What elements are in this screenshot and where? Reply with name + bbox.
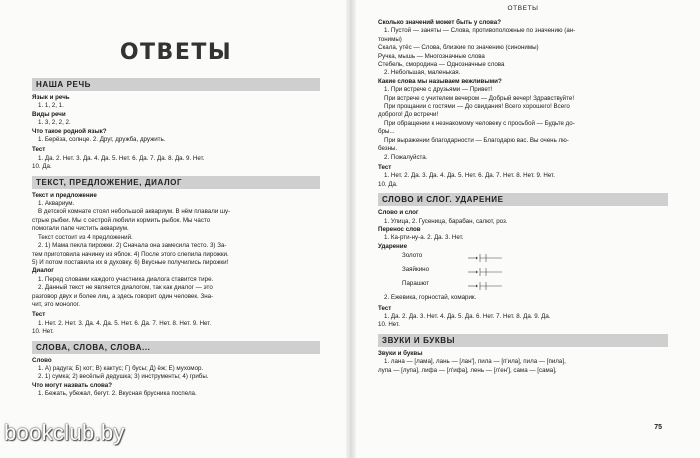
- answer-line: 2. Ежевика, горностай, комарик.: [384, 294, 477, 302]
- left-sections: [32, 78, 320, 399]
- right-top-block: [378, 19, 668, 189]
- answer-line: В детской комнате стоял небольшой аквариум. В нём плавали шу-: [38, 208, 231, 216]
- answer-line: чит, это монолог.: [32, 300, 80, 308]
- answer-line: 1. Да. 2. Нет. 3. Да. 4. Да. 5. Нет. 6. Да. 7. Да. 8. Да. 9. Нет.: [38, 154, 205, 162]
- answer-line: 2. 1) сумка; 2) весёлый дедушка; 3) инструменты; 4) грибы.: [38, 373, 209, 381]
- answer-line: 1. Да. 2. Да. 3. Нет. 4. Да. 5. Да. 6. Нет. 7. Нет. 8. Да. 9. Да.: [384, 312, 551, 320]
- subheading: Сколько значений может быть у слова?: [378, 19, 501, 26]
- answer-line: 1. 3, 2, 2, 2.: [38, 119, 71, 127]
- subheading: Тест: [32, 311, 46, 319]
- answer-line: 1. Ка-рти-ну-а. 2. Да. 3. Нет.: [384, 234, 464, 242]
- answer-line: 2. Данный текст не является диалогом, так как диалог — это: [38, 284, 213, 292]
- section-body: [32, 192, 320, 337]
- right-page: [378, 0, 668, 458]
- answer-line: 1. Аквариум.: [38, 200, 75, 208]
- answer-line: бры...: [378, 128, 395, 136]
- section-body: [32, 357, 320, 399]
- book-gutter: [346, 0, 356, 458]
- answer-line: 2. 1) Мама пекла пирожки. 2) Сначала она замесила тесто. 3) За-: [38, 242, 227, 250]
- answer-line: 1. При встрече с друзьями — Привет!: [384, 86, 493, 94]
- answer-line: 1. Берёза, солнце. 2. Друг, дружба, дружить.: [38, 136, 166, 144]
- answer-line: тонимы): [378, 35, 402, 43]
- answer-line: 2. Пожалуйста.: [384, 153, 428, 161]
- subheading: Ударение: [378, 242, 408, 250]
- subheading: Перенос слов: [378, 225, 421, 233]
- section-heading: ТЕКСТ, ПРЕДЛОЖЕНИЕ, ДИАЛОГ: [32, 176, 320, 189]
- subheading: Какие слова мы называем вежливыми?: [378, 77, 502, 85]
- section-heading: ЗВУКИ И БУКВЫ: [378, 334, 668, 347]
- answer-line: При встрече с учителем вечером — Добрый вечер! Здравствуйте!: [384, 94, 575, 102]
- answer-line: 1. Нет. 2. Да. 3. Да. 4. Да. 5. Нет. 6. Да. 7. Нет. 8. Нет. 9. Нет.: [384, 172, 555, 180]
- answer-line: 1. Пустой — заняты — Слова, противоположные по значению (ан-: [384, 27, 576, 35]
- page-title: ОТВЕТЫ: [119, 40, 233, 65]
- answer-line: 1. Улица, 2. Гусеница, барабан, салют, роз.: [384, 217, 508, 225]
- subheading: Тест: [378, 304, 392, 312]
- answer-line: безны.: [378, 145, 398, 153]
- stress-word: Парашют: [402, 280, 430, 288]
- answer-line: 1. Бежать, убежал, бегут. 2. Вкусная брусника поспела.: [38, 390, 197, 398]
- stress-word: Золото: [402, 252, 423, 260]
- answer-line: Ручка, мышь — Многозначные слова: [378, 52, 485, 60]
- section-heading: СЛОВО И СЛОГ. УДАРЕНИЕ: [378, 193, 668, 206]
- subheading: Язык и речь: [32, 94, 70, 101]
- section-heading: НАША РЕЧЬ: [32, 78, 320, 91]
- answer-line: тем приготовила начинку из яблок. 4) После этого слепила пирожки.: [32, 250, 229, 258]
- subheading: Звуки и буквы: [378, 349, 423, 357]
- answer-line: лупа — [лупа], лифа — [л'ифа], лень — [л'ен'], сама — [сама],: [378, 366, 557, 374]
- left-page: [32, 0, 320, 458]
- stress-exercise: [378, 252, 668, 292]
- answer-line: 5) И потом поставила их в духовку. 6) Вкусные получились пирожки!: [32, 258, 229, 266]
- answer-line: стрые рыбки. Мы с сестрой любили кормить рыбок. Мы часто: [32, 216, 211, 224]
- answer-line: 1. А) радуга; Б) кот; В) кактус; Г) бусы; Д) ёж; Е) мухомор.: [38, 364, 204, 372]
- subheading: Что такое родной язык?: [32, 127, 107, 135]
- stress-word: Заяйкино: [402, 266, 430, 274]
- answer-line: При выражении благодарности — Благодарю вас. Вы очень лю-: [384, 136, 569, 144]
- subheading: Слово и слог: [378, 209, 419, 217]
- watermark-logo: bookclub.by: [4, 420, 125, 445]
- answer-line: 1. Перед словами каждого участника диалога ставится тире.: [38, 275, 214, 283]
- answer-line: Стебель, смородина — Однозначные слова: [378, 61, 505, 69]
- answer-line: 1. 1, 2, 1.: [38, 102, 64, 110]
- page-number: 75: [654, 424, 662, 431]
- subheading: Диалог: [32, 267, 54, 275]
- stress-grid-icon: [466, 252, 506, 292]
- subheading: Виды речи: [32, 110, 66, 118]
- answer-line: 10. Нет.: [378, 321, 400, 329]
- answer-line: 10. Нет.: [32, 328, 54, 336]
- answer-line: 2. Небольшая, маленькая.: [384, 69, 461, 77]
- running-head: ОТВЕТЫ: [507, 5, 539, 12]
- subheading: Что могут назвать слова?: [32, 381, 112, 389]
- subheading: Слово: [32, 356, 52, 364]
- answer-line: 10. Да.: [378, 180, 398, 188]
- answer-line: разговор двух и более лиц, а здесь говорит один человек. Зна-: [32, 292, 214, 300]
- syllable-lines-after: [378, 294, 668, 330]
- subheading: Текст и предложение: [32, 191, 97, 199]
- answer-line: 10. Да.: [32, 163, 52, 171]
- section-heading: СЛОВА, СЛОВА, СЛОВА...: [32, 341, 320, 354]
- answer-line: 1. лана — [лама], лань — [лан'], пила — [п'ила], пила — [пила],: [384, 358, 566, 366]
- answer-line: доброго! До встречи!: [378, 111, 439, 119]
- answer-line: 1. Нет. 2. Нет. 3. Да. 4. Да. 5. Нет. 6. Да. 7. Нет. 8. Нет. 9. Нет.: [38, 319, 212, 327]
- answer-line: При прощании с гостями — До свидания! Всего хорошего! Всего: [384, 103, 570, 111]
- answer-line: Текст состоит из 4 предложений.: [38, 233, 133, 241]
- subheading: Тест: [32, 146, 46, 154]
- answer-line: помогали папе чистить аквариум.: [32, 225, 129, 233]
- subheading: Тест: [378, 163, 392, 171]
- answer-line: Скала, утёс — Слова, близкие по значению (синонимы): [378, 44, 539, 52]
- sounds-lines: [378, 350, 668, 375]
- answer-line: При обращении к незнакомому человеку с просьбой — Будьте до-: [384, 119, 575, 127]
- syllable-lines: [378, 209, 668, 251]
- section-body: [32, 94, 320, 172]
